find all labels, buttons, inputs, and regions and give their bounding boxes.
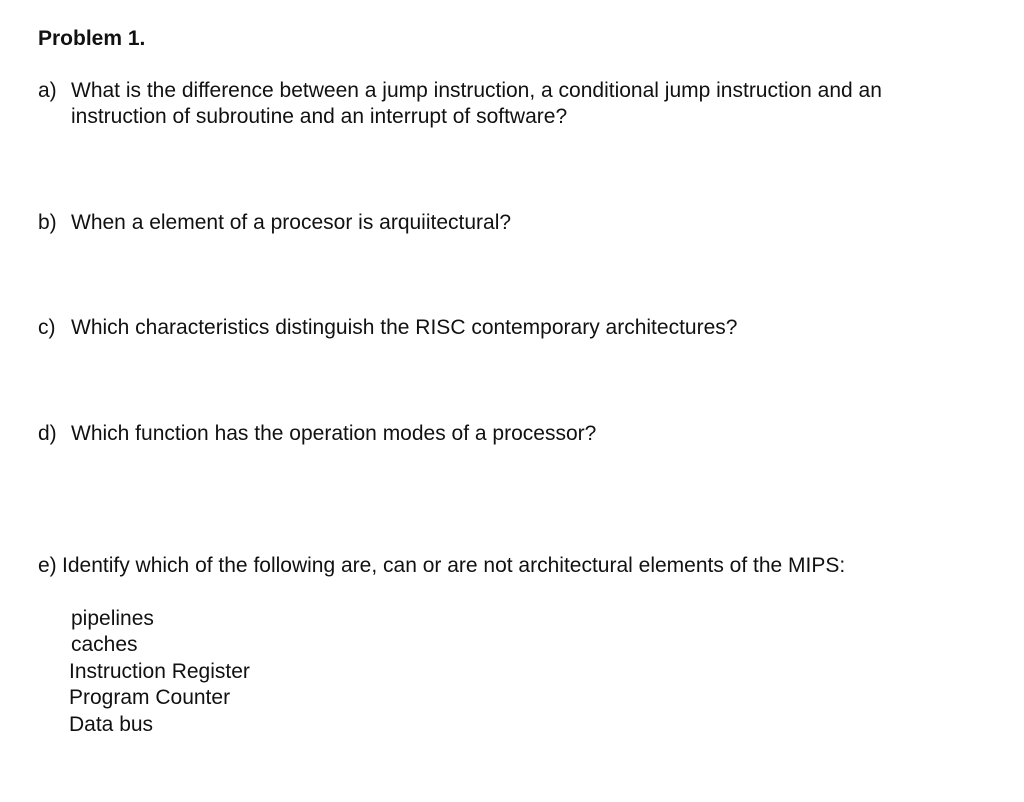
- question-c-text: Which characteristics distinguish the RISC contemporary architectures?: [71, 316, 738, 339]
- question-d-marker: d): [38, 422, 57, 445]
- list-item: caches: [71, 633, 138, 657]
- question-a-line2: instruction of subroutine and an interrupt of software?: [71, 105, 568, 128]
- list-item: pipelines: [71, 607, 154, 630]
- list-item: Instruction Register: [69, 660, 250, 683]
- element-list-lower: [69, 659, 250, 738]
- question-d-text: Which function has the operation modes of a processor?: [71, 422, 597, 445]
- question-e-text: Identify which of the following are, can or are not architectural elements of the MIPS:: [62, 554, 846, 577]
- list-item: Data bus: [69, 712, 154, 736]
- question-a-marker: a): [38, 79, 57, 102]
- list-item: Program Counter: [69, 686, 231, 710]
- question-a-line1: What is the difference between a jump instruction, a conditional jump instruction and an: [71, 79, 882, 102]
- problem-title: Problem 1.: [38, 27, 146, 50]
- element-list-upper: [71, 606, 154, 659]
- question-b-marker: b): [38, 211, 57, 234]
- question-e-marker: e): [38, 554, 57, 577]
- question-b-text: When a element of a procesor is arquiitectural?: [71, 211, 512, 234]
- question-c-marker: c): [38, 316, 56, 339]
